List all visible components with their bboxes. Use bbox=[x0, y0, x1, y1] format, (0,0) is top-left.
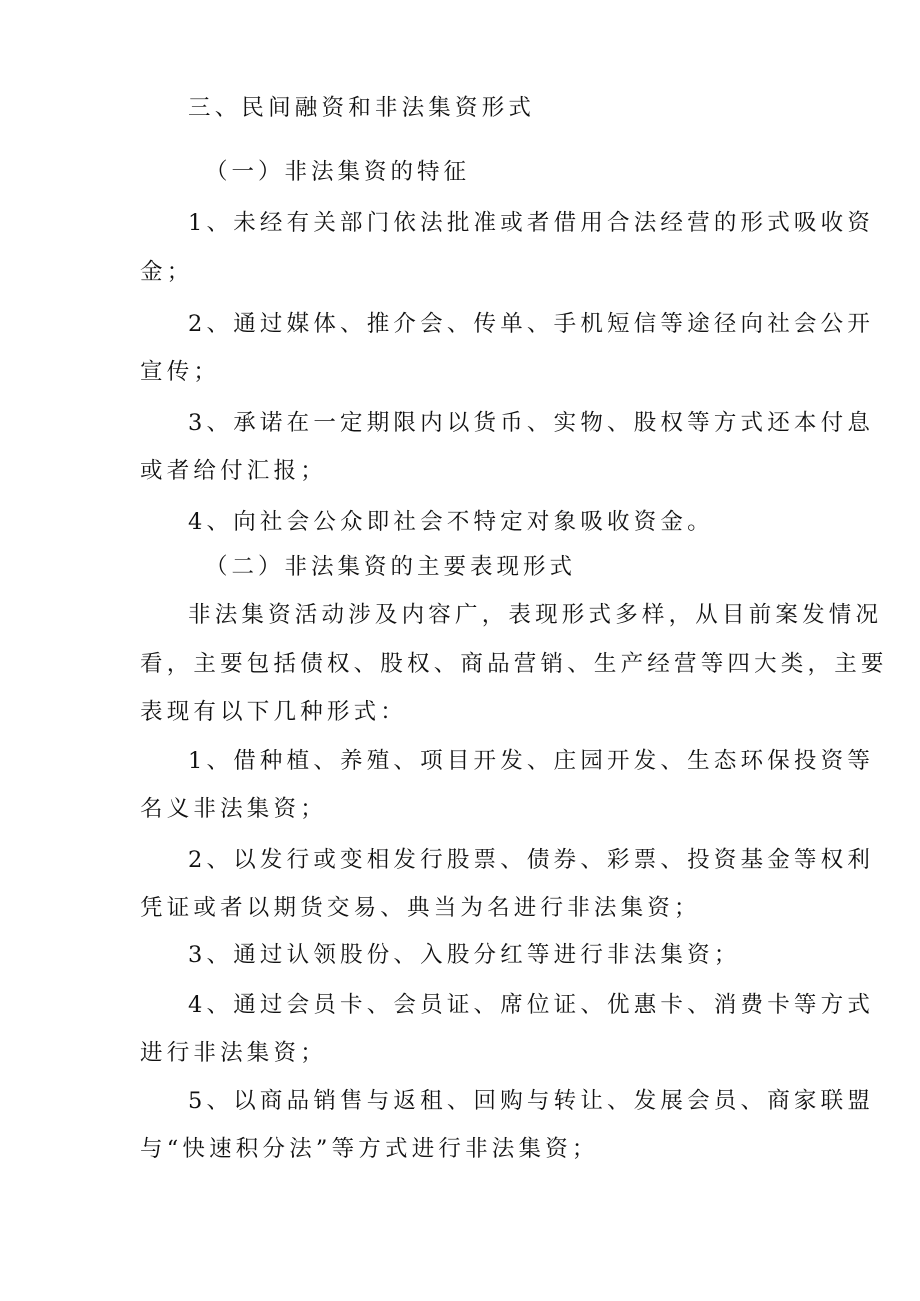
s2-item-2-line-2: 凭证或者以期货交易、典当为名进行非法集资； bbox=[140, 895, 701, 921]
section-title: 三、民间融资和非法集资形式 bbox=[188, 95, 536, 121]
s2-item-3-line-1: 3、通过认领股份、入股分红等进行非法集资； bbox=[188, 942, 741, 968]
s1-item-2-line-2: 宣传； bbox=[140, 359, 221, 385]
s2-item-5-line-2: 与“快速积分法”等方式进行非法集资； bbox=[140, 1136, 599, 1162]
s2-intro-line-1: 非法集资活动涉及内容广，表现形式多样，从目前案发情况 bbox=[188, 602, 883, 628]
s1-item-3-line-2: 或者给付汇报； bbox=[140, 458, 327, 484]
s1-item-1-line-1: 1、未经有关部门依法批准或者借用合法经营的形式吸收资 bbox=[188, 210, 875, 236]
s1-item-4-line-1: 4、向社会公众即社会不特定对象吸收资金。 bbox=[188, 509, 714, 535]
s1-item-3-line-1: 3、承诺在一定期限内以货币、实物、股权等方式还本付息 bbox=[188, 410, 875, 436]
subsection-1-title: （一）非法集资的特征 bbox=[205, 159, 471, 185]
s2-item-5-line-1: 5、以商品销售与返租、回购与转让、发展会员、商家联盟 bbox=[188, 1088, 875, 1114]
s2-intro-line-2: 看，主要包括债权、股权、商品营销、生产经营等四大类，主要 bbox=[140, 651, 888, 677]
subsection-2-title: （二）非法集资的主要表现形式 bbox=[205, 554, 577, 580]
s1-item-1-line-2: 金； bbox=[140, 259, 194, 285]
s2-item-2-line-1: 2、以发行或变相发行股票、债券、彩票、投资基金等权利 bbox=[188, 847, 875, 873]
s1-item-2-line-1: 2、通过媒体、推介会、传单、手机短信等途径向社会公开 bbox=[188, 311, 875, 337]
s2-item-4-line-2: 进行非法集资； bbox=[140, 1040, 327, 1066]
s2-item-1-line-2: 名义非法集资； bbox=[140, 796, 327, 822]
s2-intro-line-3: 表现有以下几种形式： bbox=[140, 699, 408, 725]
s2-item-4-line-1: 4、通过会员卡、会员证、席位证、优惠卡、消费卡等方式 bbox=[188, 992, 875, 1018]
s2-item-1-line-1: 1、借种植、养殖、项目开发、庄园开发、生态环保投资等 bbox=[188, 748, 875, 774]
